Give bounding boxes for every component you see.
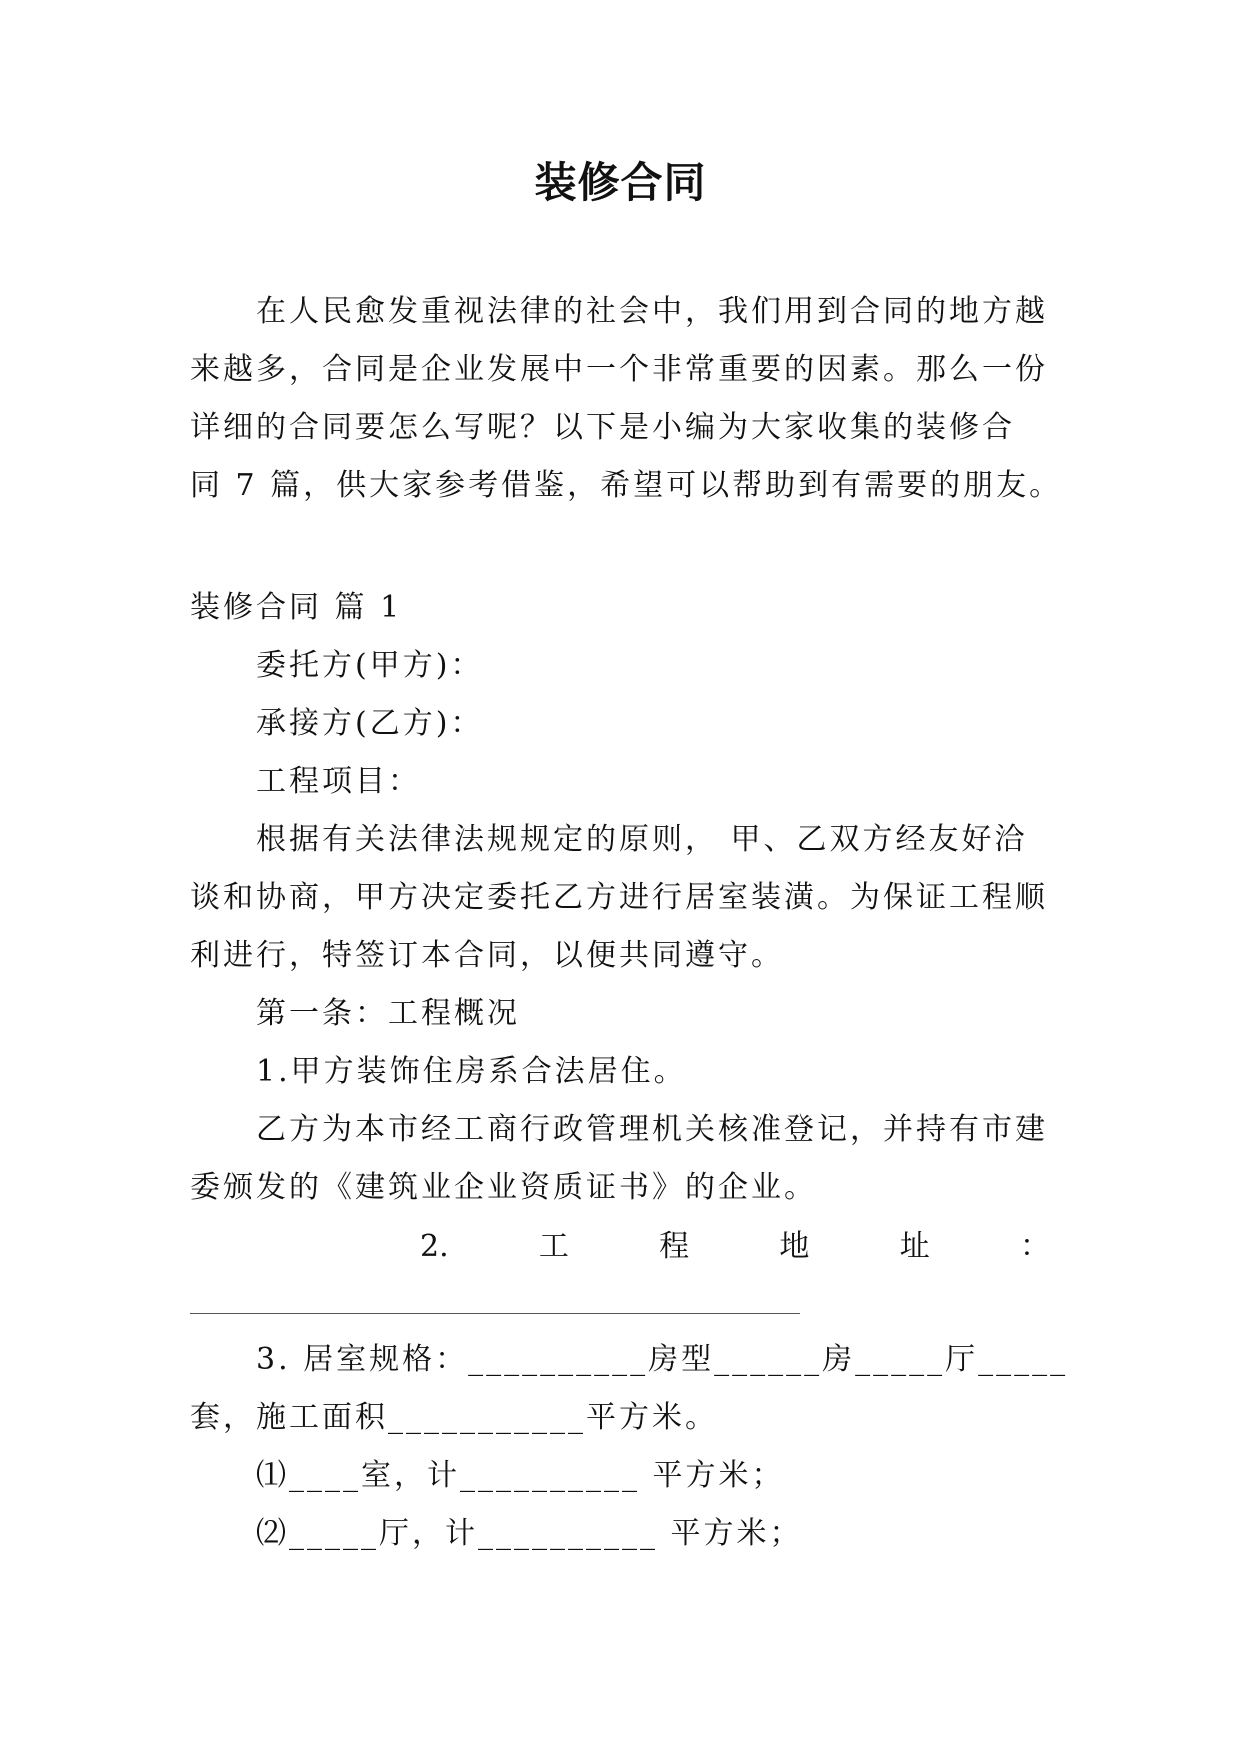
item-1: 1.甲方装饰住房系合法居住。 <box>256 1054 687 1089</box>
intro-line-4: 同 7 篇，供大家参考借鉴，希望可以帮助到有需要的朋友。 <box>190 468 1063 503</box>
item-3-line-2: 套，施工面积___________平方米。 <box>190 1400 718 1435</box>
item-3-line-1: 3. 居室规格：__________房型______房_____厅_____ <box>256 1342 1069 1377</box>
sub-item-1: ⑴____室，计__________ 平方米； <box>256 1458 785 1493</box>
item-1-cont-line-1: 乙方为本市经工商行政管理机关核准登记，并持有市建 <box>256 1112 1048 1147</box>
intro-line-2: 来越多，合同是企业发展中一个非常重要的因素。那么一份 <box>190 352 1048 387</box>
project-label: 工程项目： <box>256 764 421 799</box>
item-2-part: ： <box>1019 1229 1050 1264</box>
party-a-label: 委托方(甲方)： <box>256 648 484 683</box>
address-blank-rule <box>190 1313 800 1314</box>
party-b-label: 承接方(乙方)： <box>256 706 484 741</box>
item-2-part: 2. <box>420 1229 449 1264</box>
preamble-line-3: 利进行，特签订本合同，以便共同遵守。 <box>190 938 784 973</box>
item-2-part: 地 <box>779 1229 810 1264</box>
document-title: 装修合同 <box>534 158 707 207</box>
item-2-address-line <box>420 1227 1050 1267</box>
preamble-line-2: 谈和协商，甲方决定委托乙方进行居室装潢。为保证工程顺 <box>190 880 1048 915</box>
section-heading: 装修合同 篇 1 <box>190 590 403 625</box>
item-2-part: 程 <box>659 1229 690 1264</box>
intro-line-3: 详细的合同要怎么写呢？以下是小编为大家收集的装修合 <box>190 410 1015 445</box>
article-1-title: 第一条：工程概况 <box>256 996 520 1031</box>
sub-item-2: ⑵_____厅，计__________ 平方米； <box>256 1516 803 1551</box>
intro-line-1: 在人民愈发重视法律的社会中，我们用到合同的地方越 <box>256 294 1048 329</box>
item-2-part: 工 <box>538 1229 569 1264</box>
item-2-part: 址 <box>899 1229 930 1264</box>
item-1-cont-line-2: 委颁发的《建筑业企业资质证书》的企业。 <box>190 1170 817 1205</box>
preamble-line-1: 根据有关法律法规规定的原则， 甲、乙双方经友好洽 <box>256 822 1028 857</box>
